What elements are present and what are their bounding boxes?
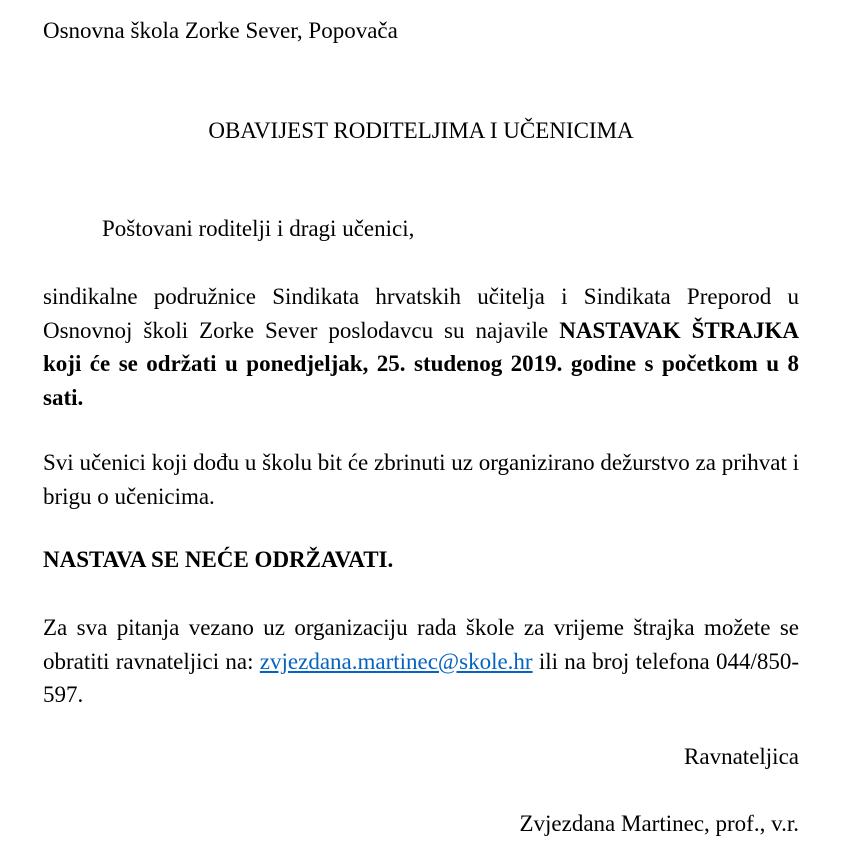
email-link[interactable]: zvjezdana.martinec@skole.hr xyxy=(259,648,533,674)
school-name: Osnovna škola Zorke Sever, Popovača xyxy=(43,18,398,43)
strike-announcement-paragraph xyxy=(43,280,799,414)
announcement-text: sindikalne podružnice Sindikata hrvatskih učitelja i Sindikata Preporod u Osnovnoj školi Zorke Sever poslodavcu su najavile xyxy=(43,284,799,343)
strike-details-bold: NASTAVAK ŠTRAJKA koji će se održati u ponedjeljak, 25. studenog 2019. godine s početkom u 8 sati. xyxy=(43,317,799,410)
phone-text: ili na broj telefona 044/850-597. xyxy=(43,648,799,707)
greeting: Poštovani roditelji i dragi učenici, xyxy=(102,216,415,241)
contact-text: Za sva pitanja vezano uz organizaciju rada škole za vrijeme štrajka možete se obratiti ravnateljici na: xyxy=(43,615,799,674)
document-title: OBAVIJEST RODITELJIMA I UČENICIMA xyxy=(208,118,634,143)
supervision-paragraph: Svi učenici koji dođu u školu bit će zbrinuti uz organizirano dežurstvo za prihvat i brigu o učenicima. xyxy=(43,450,799,509)
signature-role: Ravnateljica xyxy=(684,744,799,769)
contact-paragraph xyxy=(43,611,799,712)
no-classes-notice: NASTAVA SE NEĆE ODRŽAVATI. xyxy=(43,547,394,572)
signature-name: Zvjezdana Martinec, prof., v.r. xyxy=(519,811,799,836)
